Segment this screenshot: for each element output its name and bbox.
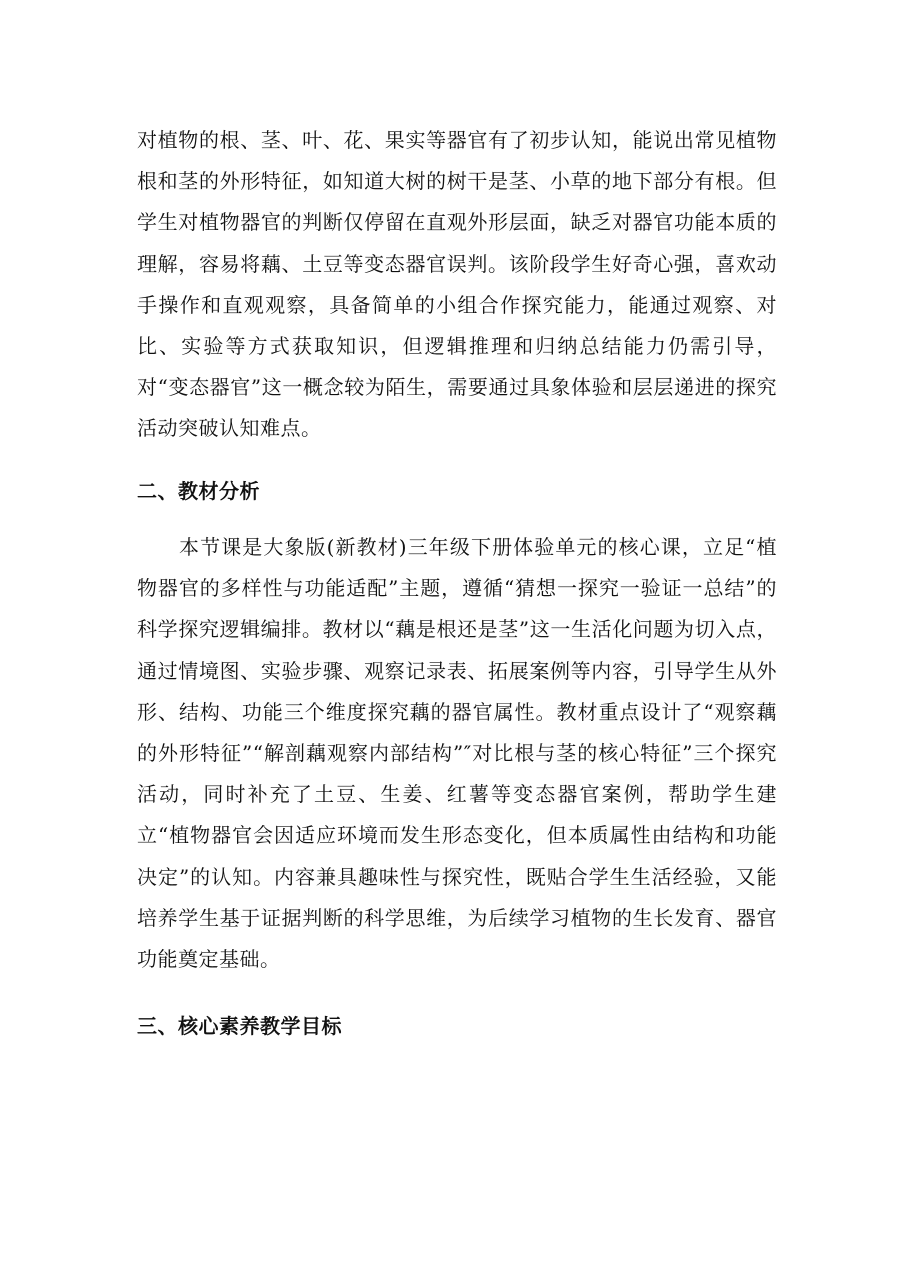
section-heading-textbook-analysis: 二、教材分析 (137, 479, 260, 503)
section-heading-teaching-objectives: 三、核心素养教学目标 (137, 1014, 342, 1038)
paragraph-student-analysis: 对植物的根、茎、叶、花、果实等器官有了初步认知，能说出常见植物根和茎的外形特征，如知道大树的树干是茎、小草的地下部分有根。但学生对植物器官的判断仅停留在直观外形层面，缺乏对器官功能本质的理解，容易将藕、土豆等变态器官误判。该阶段学生好奇心强，喜欢动手操作和直观观察，具备简单的小组合作探究能力，能通过观察、对比、实验等方式获取知识，但逻辑推理和归纳总结能力仍需引导，对“变态器官”这一概念较为陌生，需要通过具象体验和层层递进的探究活动突破认知难点。 (137, 128, 777, 441)
paragraph-textbook-analysis: 本节课是大象版(新教材)三年级下册体验单元的核心课，立足“植物器官的多样性与功能适配”主题，遵循“猜想一探究一验证一总结”的科学探究逻辑编排。教材以“藕是根还是茎”这一生活化问题为切入点，通过情境图、实验步骤、观察记录表、拓展案例等内容，引导学生从外形、结构、功能三个维度探究藕的器官属性。教材重点设计了“观察藕的外形特征”“解剖藕观察内部结构”″对比根与茎的核心特征”三个探究活动，同时补充了土豆、生姜、红薯等变态器官案例，帮助学生建立“植物器官会因适应环境而发生形态变化，但本质属性由结构和功能决定”的认知。内容兼具趣味性与探究性，既贴合学生生活经验，又能培养学生基于证据判断的科学思维，为后续学习植物的生长发育、器官功能奠定基础。 (137, 535, 777, 972)
